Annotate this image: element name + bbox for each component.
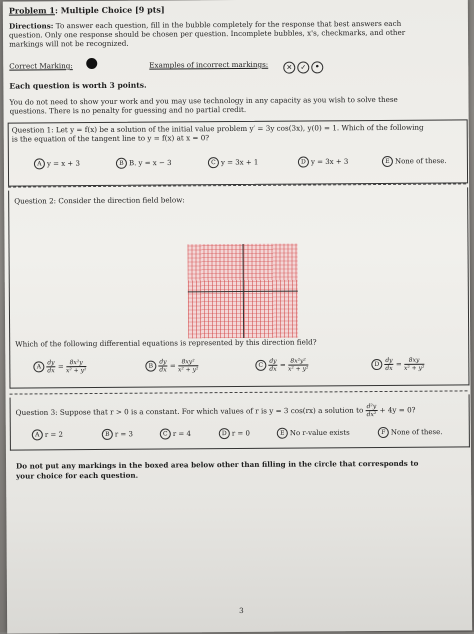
q2-option-a[interactable]: A $\frac{dy}{dx}$ = $\frac{\text{8x²y}}{\text{x² + y²}}$ <box>33 359 86 374</box>
frac-den: dx <box>385 364 393 372</box>
frac-num: 8x²y <box>66 359 86 367</box>
q1-option-e[interactable] <box>382 156 447 168</box>
incorrect-marking-icons <box>283 56 325 75</box>
filled-bubble-icon <box>86 58 97 69</box>
footer-line-2: your choice for each question. <box>16 470 139 481</box>
bubble-a[interactable]: A <box>33 361 44 372</box>
q1-line-1: Question 1: Let y = f(x) be a solution of the initial value problem y′ = 3y cos(3x), y(0) = 1. Which of the following <box>11 122 424 135</box>
q3-option-f-text: None of these. <box>390 428 443 437</box>
bubble-d[interactable]: D <box>371 359 382 370</box>
exam-sheet <box>3 0 472 634</box>
bubble-d[interactable]: D <box>219 428 230 439</box>
frac-den: dx² <box>366 411 377 419</box>
q3-line-1-end: + 4y = 0? <box>379 405 416 415</box>
frac-num: dy <box>159 358 167 366</box>
q3-option-f[interactable] <box>378 427 443 439</box>
instructions-line-2: questions. There is no penalty for guessing and no partial credit. <box>9 104 247 116</box>
rhs-fraction <box>66 359 87 374</box>
q3-option-d-text: r = 0 <box>231 429 250 438</box>
q1-option-c[interactable] <box>208 157 259 169</box>
q2-option-d[interactable]: D $\frac{dy}{dx}$ = $\frac{8xy}{\text{x² + y²}}$ <box>371 357 424 372</box>
frac-den: x² + y² <box>177 366 199 374</box>
frac-num: dy <box>269 357 277 365</box>
x-circle-icon: ✕ <box>283 61 295 73</box>
q3-option-a[interactable] <box>32 429 63 441</box>
bubble-b[interactable]: B <box>116 158 127 169</box>
q2-option-c[interactable]: C $\frac{dy}{dx}$ = $\frac{\text{8x²y²}}{\text{x² + y²}}$ <box>255 358 308 373</box>
dy-dx-fraction <box>268 358 277 373</box>
question-3-text <box>16 403 416 421</box>
frac-num: 8xy <box>404 357 424 365</box>
dy-dx-fraction <box>46 359 55 374</box>
bubble-a[interactable]: A <box>34 158 45 169</box>
dy-dx-fraction <box>384 357 393 372</box>
q3-option-d[interactable] <box>219 428 250 440</box>
q3-line-1: Question 3: Suppose that r > 0 is a constant. For which values of r is y = 3 cos(rx) a solution to <box>15 405 364 418</box>
question-2-text-1: Question 2: Consider the direction field below: <box>14 195 185 206</box>
bubble-e[interactable]: E <box>277 428 288 439</box>
rhs-fraction <box>178 358 199 373</box>
frac-den: dx <box>159 366 167 374</box>
q1-option-b[interactable] <box>116 157 172 169</box>
q1-option-a-text: y = x + 3 <box>46 159 80 168</box>
frac-num: 8x²y² <box>288 358 308 366</box>
q2-option-b[interactable]: B $\frac{dy}{dx}$ = $\frac{\text{8xy²}}{\text{x² + y²}}$ <box>145 358 198 373</box>
q3-option-e[interactable] <box>277 427 350 439</box>
directions-text-1: To answer each question, fill in the bubble completely for the response that best answers each <box>55 18 402 31</box>
q3-option-b[interactable] <box>102 429 133 441</box>
q1-option-e-text: None of these. <box>394 157 447 166</box>
frac-num: d²y <box>366 403 377 411</box>
instructions-line-1: You do not need to show your work and you may use technology in any capacity as you wish to solve these <box>9 94 398 107</box>
bubble-c[interactable]: C <box>255 360 266 371</box>
check-circle-icon: ✓ <box>297 61 309 73</box>
frac-den: dx <box>47 367 55 375</box>
rhs-fraction <box>404 357 425 372</box>
q1-option-d-text: y = 3x + 3 <box>310 157 349 166</box>
problem-title: : Multiple Choice [9 pts] <box>54 4 165 16</box>
frac-num: dy <box>47 359 55 367</box>
page-number: 3 <box>239 605 244 615</box>
q3-option-b-text: r = 3 <box>114 430 133 439</box>
q1-option-a[interactable] <box>34 158 80 170</box>
directions-label: Directions: <box>8 21 54 31</box>
frac-num: 8xy² <box>178 358 198 366</box>
correct-marking-label: Correct Marking: <box>9 61 73 71</box>
q1-option-c-text: y = 3x + 1 <box>220 158 259 167</box>
q1-option-b-text: B. y = x − 3 <box>128 158 172 168</box>
bubble-b[interactable]: B <box>145 361 156 372</box>
frac-den: x² + y² <box>65 367 87 375</box>
incorrect-marking-label: Examples of incorrect markings: <box>149 59 269 70</box>
rhs-fraction <box>288 358 309 373</box>
directions-line-3: markings will not be recognized. <box>9 38 129 49</box>
bubble-b[interactable]: B <box>102 429 113 440</box>
points-note: Each question is worth 3 points. <box>9 80 147 91</box>
bubble-a[interactable]: A <box>32 429 43 440</box>
dot-circle-icon: • <box>311 61 323 73</box>
footer-line-1: Do not put any markings in the boxed area below other than filling in the circle that corresponds to <box>16 458 419 471</box>
q3-option-c[interactable] <box>160 428 191 440</box>
bubble-e[interactable]: E <box>382 156 393 167</box>
q3-option-a-text: r = 2 <box>44 430 63 439</box>
dy-dx-fraction <box>158 358 167 373</box>
direction-field-plot <box>187 244 298 339</box>
question-1-text-2: is the equation of the tangent line to y = f(x) at x = 0? <box>11 133 210 144</box>
bubble-c[interactable]: C <box>160 428 171 439</box>
q3-option-c-text: r = 4 <box>172 429 191 438</box>
q3-option-e-text: No r-value exists <box>289 428 350 438</box>
q1-option-d[interactable] <box>298 156 349 168</box>
directions-line-2: question. Only one response should be chosen per question. Incomplete bubbles, x's, checkmarks, and other <box>9 27 406 40</box>
problem-header <box>9 6 165 16</box>
bubble-c[interactable]: C <box>208 157 219 168</box>
bubble-d[interactable]: D <box>298 156 309 167</box>
problem-label: Problem 1 <box>8 5 56 16</box>
frac-den: dx <box>269 365 277 373</box>
question-2-text-2: Which of the following differential equations is represented by this direction field? <box>15 337 317 349</box>
frac-den: x² + y² <box>403 364 425 372</box>
frac-num: dy <box>385 356 393 364</box>
d2y-dx2-fraction <box>366 403 378 418</box>
bubble-f[interactable]: F <box>378 427 389 438</box>
frac-den: x² + y² <box>287 365 309 373</box>
